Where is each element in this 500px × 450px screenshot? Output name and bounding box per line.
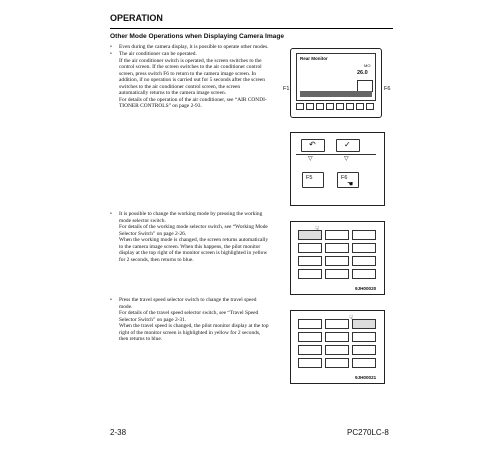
bullet-1: • Even during the camera display, it is possible to operate other modes. — [119, 44, 281, 51]
page-header: OPERATION — [110, 13, 163, 23]
function-key[interactable] — [316, 103, 324, 110]
mode-key[interactable] — [325, 256, 349, 266]
mode-key[interactable] — [352, 256, 376, 266]
travel-key-grid — [298, 319, 376, 368]
function-key[interactable] — [306, 103, 314, 110]
pointing-hand-icon: ☚ — [347, 180, 354, 188]
bullet-2-line: screen, press switch F6 to return to the camera image screen. In — [119, 70, 256, 77]
header-rule — [110, 28, 393, 29]
keypad-figure — [290, 132, 385, 206]
bullet-4-line: When the travel speed is changed, the pilot monitor display at the top — [119, 323, 269, 329]
value-text: 26.0 — [357, 70, 368, 76]
mode-key[interactable] — [352, 243, 376, 253]
undo-icon: ↶ — [309, 140, 316, 149]
bullet-3-line: to the camera image screen. When this happens, the pilot monitor — [119, 243, 261, 250]
mode-key[interactable] — [298, 358, 322, 368]
function-key[interactable] — [346, 103, 354, 110]
bullet-2-line: For details of the operation of the air conditioner, see “AIR CONDI- — [119, 96, 267, 103]
mode-key[interactable] — [298, 243, 322, 253]
function-key[interactable] — [326, 103, 334, 110]
mode-key[interactable] — [325, 230, 349, 240]
monitor-panel — [290, 48, 382, 118]
mode-key[interactable] — [325, 332, 349, 342]
bullet-3-line: It is possible to change the working mode by pressing the working — [119, 211, 263, 217]
mode-key-grid — [298, 230, 376, 279]
triangle-down-icon: ▽ — [344, 156, 349, 162]
bullet-3-line: When the working mode is changed, the screen returns automatically — [119, 237, 269, 243]
bullet-3: • It is possible to change the working mode by pressing the working mode selector switch. For details of the working mode selector switch, see “Working Mode Selector Switch” on page 2-26. When the working mode is changed, the screen returns automatically to the camera image screen. When this happens, the pilot monitor display at the top right of the monitor screen is highlighted in yellow for 2 seconds, then returns to blue. — [119, 211, 281, 263]
mode-key[interactable] — [352, 269, 376, 279]
function-key-row — [296, 103, 374, 110]
bullet-2-line: automatically returns to the camera image screen. — [119, 90, 227, 96]
mode-key[interactable] — [298, 332, 322, 342]
bullet-2-line: The air conditioner can be operated. — [119, 51, 197, 57]
bullet-4: • Press the travel speed selector switch to change the travel speed mode. For details of the travel speed selector switch, see “Travel Speed Selector Switch” on page 2-31. When the travel speed is changed, the pilot monitor display at the top right of the monitor screen is highlighted in yellow for 2 seconds, then returns to blue. — [119, 297, 281, 343]
check-icon: ✓ — [344, 140, 351, 149]
mode-key[interactable] — [352, 358, 376, 368]
mode-key[interactable] — [298, 345, 322, 355]
triangle-down-icon: ▽ — [308, 156, 313, 162]
screen-title: Rear Monitor — [300, 56, 328, 61]
mode-key[interactable] — [325, 345, 349, 355]
bullet-4-line: right of the monitor screen is highlighted in yellow for 2 seconds, — [119, 329, 261, 336]
travel-speed-key[interactable] — [352, 319, 376, 329]
f6-callout: F6 — [384, 86, 391, 92]
mode-key[interactable] — [325, 269, 349, 279]
bullet-4-line: then returns to blue. — [119, 336, 163, 342]
mode-key[interactable] — [298, 256, 322, 266]
mode-key[interactable] — [352, 332, 376, 342]
bullet-3-line: for 2 seconds, then returns to blue. — [119, 256, 194, 263]
bullet-2-line: If the air conditioner switch is operated, the screen switches to the — [119, 57, 262, 64]
bullet-4-line: mode. — [119, 303, 133, 310]
bullet-2-line: addition, if no operation is carried out for 5 seconds after the screen — [119, 77, 265, 83]
f5-button[interactable] — [302, 172, 324, 188]
camera-screen — [296, 53, 376, 101]
confirm-button[interactable] — [336, 139, 360, 152]
bullet-4-line: Press the travel speed selector switch to change the travel speed — [119, 297, 257, 303]
mode-text: MO — [364, 63, 371, 68]
function-key[interactable] — [366, 103, 374, 110]
mode-key[interactable] — [298, 269, 322, 279]
f6-button[interactable] — [337, 172, 359, 188]
bullet-1-line: Even during the camera display, it is possible to operate other modes. — [119, 44, 269, 50]
f6-label: F6 — [341, 175, 348, 181]
bullet-4-line: For details of the travel speed selector switch, see “Travel Speed — [119, 310, 259, 316]
pointing-hand-icon: ☟ — [315, 225, 320, 233]
mode-key[interactable] — [325, 319, 349, 329]
pointing-hand-icon: ☟ — [349, 314, 354, 322]
function-key[interactable] — [296, 103, 304, 110]
section-title: Other Mode Operations when Displaying Camera Image — [110, 33, 285, 40]
back-button[interactable] — [301, 139, 325, 152]
mode-key[interactable] — [325, 358, 349, 368]
bullet-3-line: mode selector switch. — [119, 217, 166, 224]
function-key[interactable] — [336, 103, 344, 110]
mode-key[interactable] — [352, 345, 376, 355]
model-name: PC270LC-8 — [347, 428, 389, 437]
f5-label: F5 — [306, 175, 313, 181]
bullet-2-line: TIONER CONTROLS” on page 2-93. — [119, 103, 202, 109]
bullet-2: • The air conditioner can be operated. If the air conditioner switch is operated, the screen switches to the control screen. If the screen switches to the air conditioner control screen, press switch F6 to return to the camera image screen. In addition, if no operation is carried out for 5 seconds after the screen switches to the air conditioner control screen, the screen automatically returns to the camera image screen. For details of the operation of the air conditioner, see “AIR CONDI- TIONER CONTROLS” on page 2-93. — [119, 51, 281, 110]
travel-keypad-figure — [290, 310, 385, 384]
bullet-2-line: switches to the air conditioner control screen, the screen — [119, 83, 241, 90]
mode-key[interactable] — [352, 230, 376, 240]
bullet-3-line: Selector Switch” on page 2-26. — [119, 230, 187, 237]
function-key[interactable] — [356, 103, 364, 110]
mode-keypad-figure — [290, 221, 385, 295]
figure-id: 9JH00020 — [355, 286, 377, 291]
bullet-3-line: display at the top right of the monitor screen is highlighted in yellow — [119, 250, 268, 256]
f1-callout: F1 — [283, 86, 290, 92]
page-number: 2-38 — [110, 428, 127, 437]
bullet-3-line: For details of the working mode selector switch, see “Working Mode — [119, 224, 268, 230]
screen-bottom-bar — [300, 91, 372, 97]
bullet-2-line: control screen. If the screen switches to the air conditioner control — [119, 64, 262, 70]
bullet-4-line: Selector Switch” on page 2-31. — [119, 316, 187, 323]
mode-key[interactable] — [298, 319, 322, 329]
mode-key[interactable] — [325, 243, 349, 253]
figure-id: 9JH00021 — [355, 375, 377, 380]
